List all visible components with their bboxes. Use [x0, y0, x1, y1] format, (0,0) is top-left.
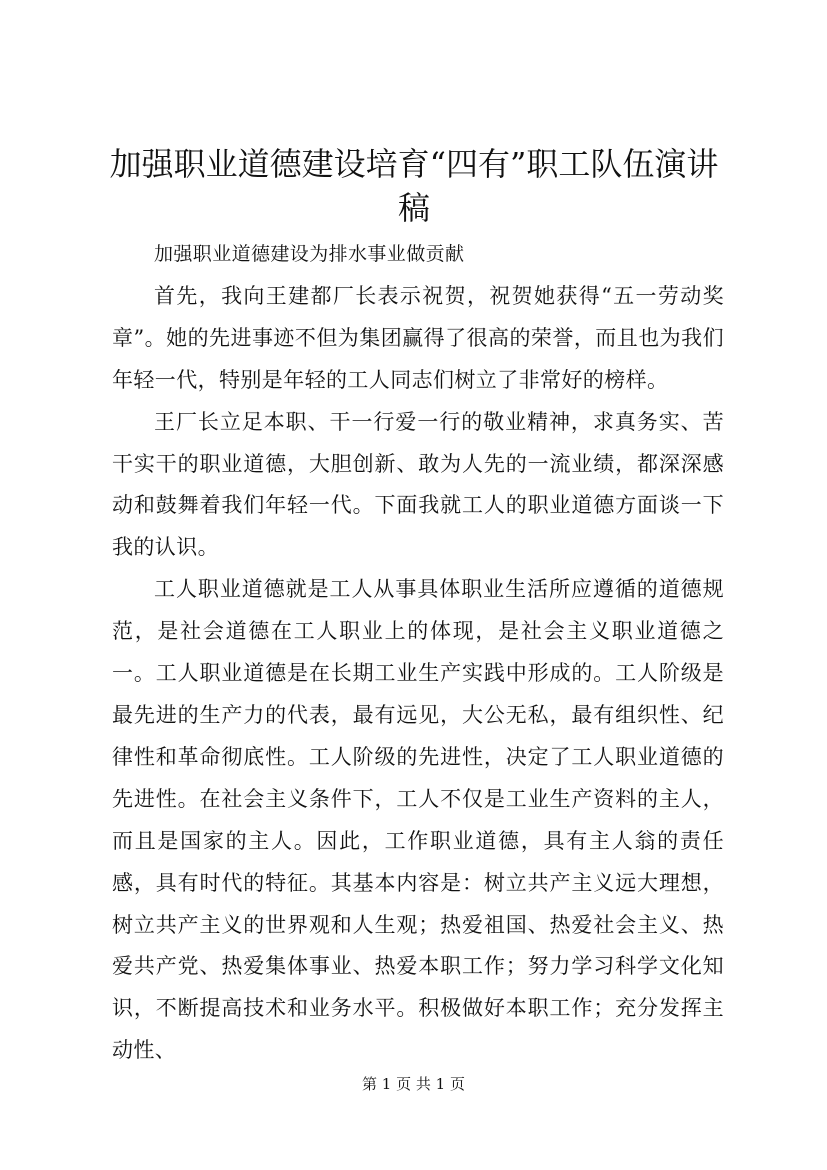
- document-body: [112, 234, 724, 1072]
- page-footer: 第 1 页 共 1 页: [362, 1075, 465, 1093]
- paragraph: 首先，我向王建都厂长表示祝贺，祝贺她获得“五一劳动奖章”。她的先进事迹不但为集团赢得了很高的荣誉，而且也为我们年轻一代，特别是年轻的工人同志们树立了非常好的榜样。: [112, 283, 724, 392]
- paragraph: 王厂长立足本职、干一行爱一行的敬业精神，求真务实、苦干实干的职业道德，大胆创新、敢为人先的一流业绩，都深深感动和鼓舞着我们年轻一代。下面我就工人的职业道德方面谈一下我的认识。: [112, 409, 724, 560]
- document-title: 加强职业道德建设培育“四有”职工队伍演讲稿: [109, 145, 719, 227]
- document-subtitle: 加强职业道德建设为排水事业做贡献: [154, 243, 465, 265]
- paragraph: 工人职业道德就是工人从事具体职业生活所应遵循的道德规范，是社会道德在工人职业上的体现，是社会主义职业道德之一。工人职业道德是在长期工业生产实践中形成的。工人阶级是最先进的生产力的代表，最有远见，大公无私，最有组织性、纪律性和革命彻底性。工人阶级的先进性，决定了工人职业道德的先进性。在社会主义条件下，工人不仅是工业生产资料的主人，而且是国家的主人。因此，工作职业道德，具有主人翁的责任感，具有时代的特征。其基本内容是：树立共产主义远大理想，树立共产主义的世界观和人生观；热爱祖国、热爱社会主义、热爱共产党、热爱集体事业、热爱本职工作；努力学习科学文化知识，不断提高技术和业务水平。积极做好本职工作；充分发挥主动性、: [112, 577, 724, 1063]
